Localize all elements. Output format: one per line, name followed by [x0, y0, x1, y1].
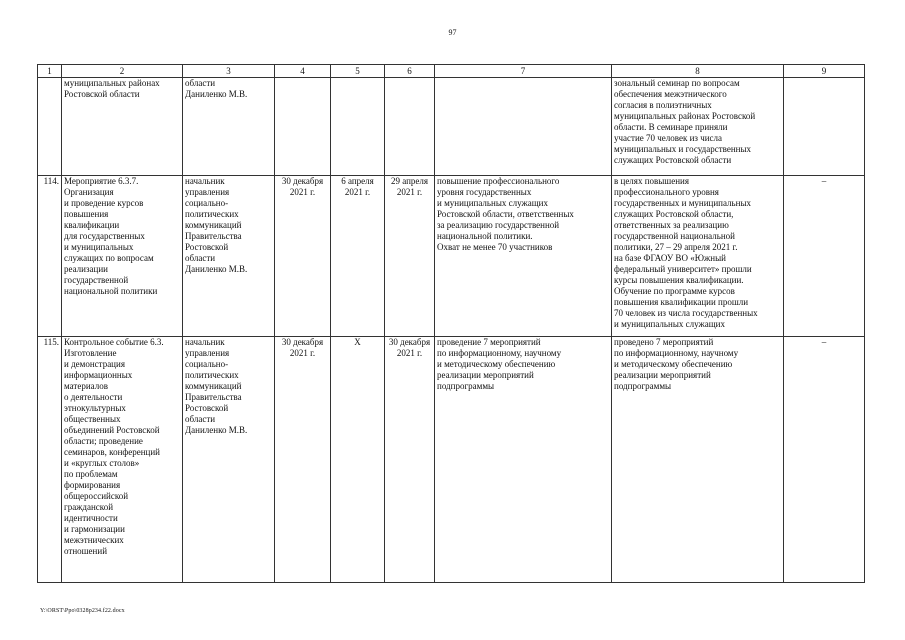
header-col-2: 2 — [62, 65, 183, 78]
report-table — [37, 64, 865, 583]
end-date-fact: 30 декабря 2021 г. — [385, 337, 435, 583]
result-planned: повышение профессионального уровня государственных и муниципальных служащих Ростовской области, ответственных за реализацию государственной национальной политики. Охват не менее 70 участников — [435, 176, 612, 337]
end-date-fact: 29 апреля 2021 г. — [385, 176, 435, 337]
page-number: 97 — [448, 28, 457, 37]
measure-name: муниципальных районах Ростовской области — [62, 78, 183, 176]
row-number: 114. — [38, 176, 62, 337]
start-date — [275, 78, 331, 176]
start-date: 30 декабря 2021 г. — [275, 337, 331, 583]
result-achieved: в целях повышения профессионального уровня государственных и муниципальных служащих Ростовской области, ответственных за реализацию государственной национальной политики, 27 – 29 апреля 2021 г. на базе ФГАОУ ВО «Южный федеральный университет» прошли курсы повышения квалификации. Обучение по программе курсов повышения квалификации прошли 70 человек из числа государственных и муниципальных служащих — [612, 176, 784, 337]
reasons: – — [784, 337, 865, 583]
file-path-footer: Y:\ORST\Ppo\0328p234.f22.docx — [40, 608, 125, 614]
header-col-4: 4 — [275, 65, 331, 78]
responsible-person: начальник управления социально- политических коммуникаций Правительства Ростовской области Даниленко М.В. — [183, 176, 275, 337]
end-date-plan — [331, 78, 385, 176]
header-col-1: 1 — [38, 65, 62, 78]
start-date: 30 декабря 2021 г. — [275, 176, 331, 337]
responsible-person: области Даниленко М.В. — [183, 78, 275, 176]
table-row — [38, 176, 865, 337]
reasons: – — [784, 176, 865, 337]
result-achieved: зональный семинар по вопросам обеспечения межэтнического согласия в полиэтничных муниципальных районах Ростовской области. В семинаре приняли участие 70 человек из числа муниципальных и государственных служащих Ростовской области — [612, 78, 784, 176]
header-col-8: 8 — [612, 65, 784, 78]
header-col-3: 3 — [183, 65, 275, 78]
table-row — [38, 78, 865, 176]
measure-name: Контрольное событие 6.3. Изготовление и демонстрация информационных материалов о деятельности этнокультурных общественных объединений Ростовской области; проведение семинаров, конференций и «круглых столов» по проблемам формирования общероссийской гражданской идентичности и гармонизации межэтнических отношений — [62, 337, 183, 583]
reasons — [784, 78, 865, 176]
end-date-fact — [385, 78, 435, 176]
header-col-9: 9 — [784, 65, 865, 78]
result-planned — [435, 78, 612, 176]
end-date-plan: X — [331, 337, 385, 583]
table-row — [38, 337, 865, 583]
result-planned: проведение 7 мероприятий по информационному, научному и методическому обеспечению реализации мероприятий подпрограммы — [435, 337, 612, 583]
end-date-plan: 6 апреля 2021 г. — [331, 176, 385, 337]
header-row — [38, 65, 865, 78]
row-number — [38, 78, 62, 176]
header-col-7: 7 — [435, 65, 612, 78]
result-achieved: проведено 7 мероприятий по информационному, научному и методическому обеспечению реализации мероприятий подпрограммы — [612, 337, 784, 583]
responsible-person: начальник управления социально- политических коммуникаций Правительства Ростовской области Даниленко М.В. — [183, 337, 275, 583]
row-number: 115. — [38, 337, 62, 583]
measure-name: Мероприятие 6.3.7. Организация и проведение курсов повышения квалификации для государственных и муниципальных служащих по вопросам реализации государственной национальной политики — [62, 176, 183, 337]
header-col-5: 5 — [331, 65, 385, 78]
header-col-6: 6 — [385, 65, 435, 78]
